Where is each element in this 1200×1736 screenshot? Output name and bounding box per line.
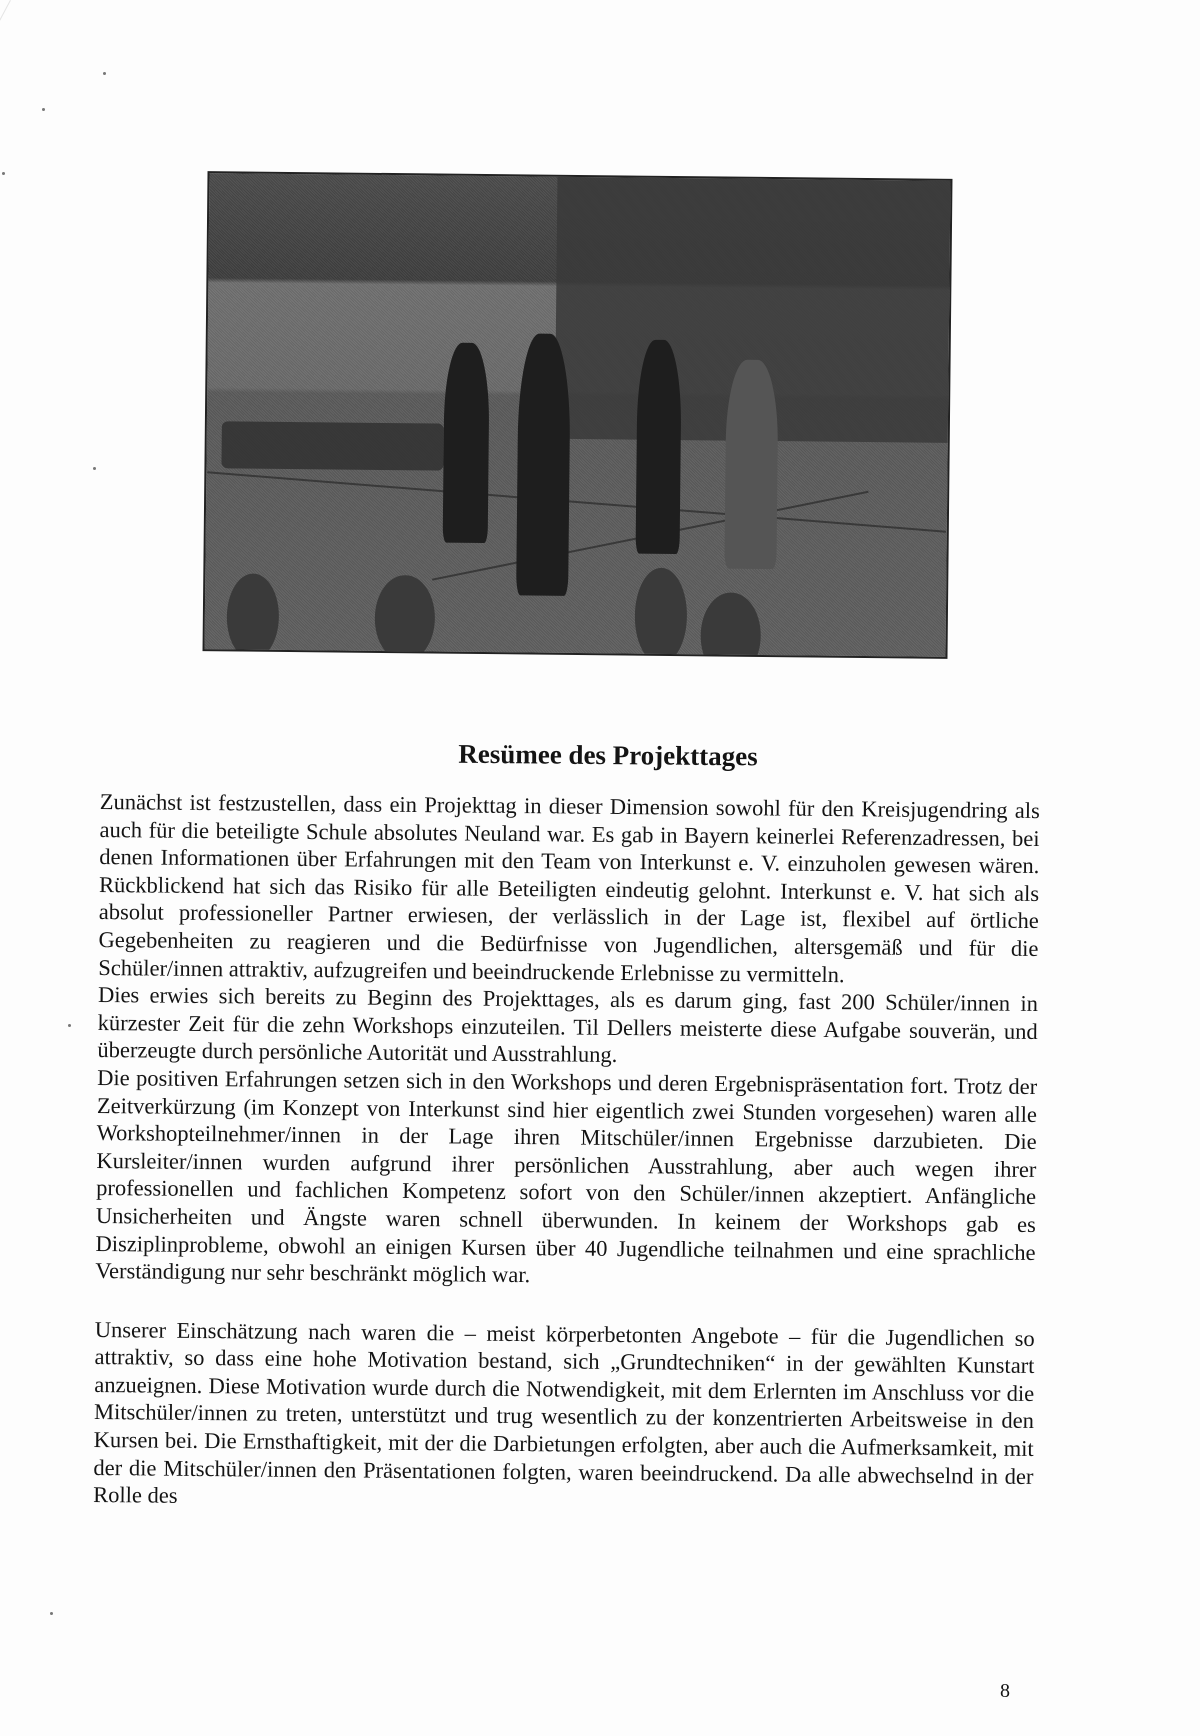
photo-dancer	[516, 333, 571, 595]
paragraph: Dies erwies sich bereits zu Beginn des Projekttages, als es darum ging, fast 200 Schüler/innen in kürzester Zeit für die zehn Workshops einzuteilen. Til Dellers meisterte diese Aufgabe souverän, und überzeugte durch persönliche Autorität und Ausstrahlung.	[97, 982, 1039, 1068]
scan-speck	[42, 108, 45, 111]
photo-audience-head	[634, 568, 687, 659]
paragraph: Zunächst ist festzustellen, dass ein Projekttag in dieser Dimension sowohl für den Kreisjugendring als auch für die beteiligte Schule absolutes Neuland war. Es gab in Bayern keinerlei Referenzadressen, bei denen Informationen über Erfahrungen mit den Team von Interkunst e. V. einzuholen gewesen wären. Rückblickend hat sich das Risiko für alle Beteiligten eindeutig gelohnt. Interkunst e. V. hat sich als absolut professioneller Partner erwiesen, der verlässlich in der Lage ist, flexibel auf örtliche Gegebenheiten zu reagieren und die Bedürfnisse von Jugendlichen, altersgemäß und für die Schüler/innen attraktiv, aufzugreifen und beeindruckende Erlebnisse zu vermitteln.	[98, 788, 1040, 987]
paragraph: Die positiven Erfahrungen setzen sich in den Workshops und deren Ergebnispräsentation fort. Trotz der Zeitverkürzung (im Konzept von Interkunst sind hier eigentlich zwei Stunden vorgesehen) waren alle Workshopteilnehmer/innen in der Lage ihren Mitschüler/innen Ergebnisse darzubieten. Die Kursleiter/innen wurden aufgrund ihrer persönlichen Ausstrahlung, aber auch wegen ihrer professionellen und fachlichen Kompetenz sofort von den Schüler/innen akzeptiert. Anfängliche Unsicherheiten und Ängste waren schnell überwunden. In keinem der Workshops gab es Disziplinprobleme, obwohl an einigen Kursen über 40 Jugendliche teilnahmen und eine sprachliche Verständigung nur sehr beschränkt möglich war.	[95, 1064, 1038, 1288]
photo-audience-head	[375, 575, 435, 659]
photo-seated-audience	[221, 421, 444, 471]
photo-dancer	[724, 359, 778, 569]
photo-dancer	[635, 339, 682, 554]
scan-speck	[2, 172, 5, 175]
photo-dancer	[443, 342, 490, 542]
scan-artifact-line	[0, 0, 11, 124]
photo-audience-head	[227, 573, 280, 659]
scan-speck	[93, 467, 96, 470]
scan-speck	[103, 72, 106, 75]
scan-speck	[50, 1612, 53, 1615]
paragraph: Unserer Einschätzung nach waren die – meist körperbetonten Angebote – für die Jugendlichen so attraktiv, so dass eine hohe Motivation bestand, sich „Grundtechniken“ in der gewählten Kunstart anzueignen. Diese Motivation wurde durch die Notwendigkeit, mit dem Erlernten im Anschluss vor die Mitschüler/innen zu treten, unterstützt und trug wesentlich zu der konzentrierten Arbeitsweise in den Kursen bei. Die Ernsthaftigkeit, mit der die Darbietungen erfolgten, aber auch die Aufmerksamkeit, mit der die Mitschüler/innen den Präsentationen folgten, waren beeindruckend. Da alle abwechselnd in der Rolle des	[93, 1316, 1035, 1509]
body-text	[93, 788, 1040, 1518]
workshop-photo	[203, 171, 953, 659]
photo-floor-line	[207, 471, 946, 532]
scan-speck	[68, 1024, 71, 1027]
photo-audience-head	[701, 592, 761, 658]
page-number: 8	[1000, 1680, 1010, 1702]
section-title: Resümee des Projekttages	[458, 738, 758, 772]
